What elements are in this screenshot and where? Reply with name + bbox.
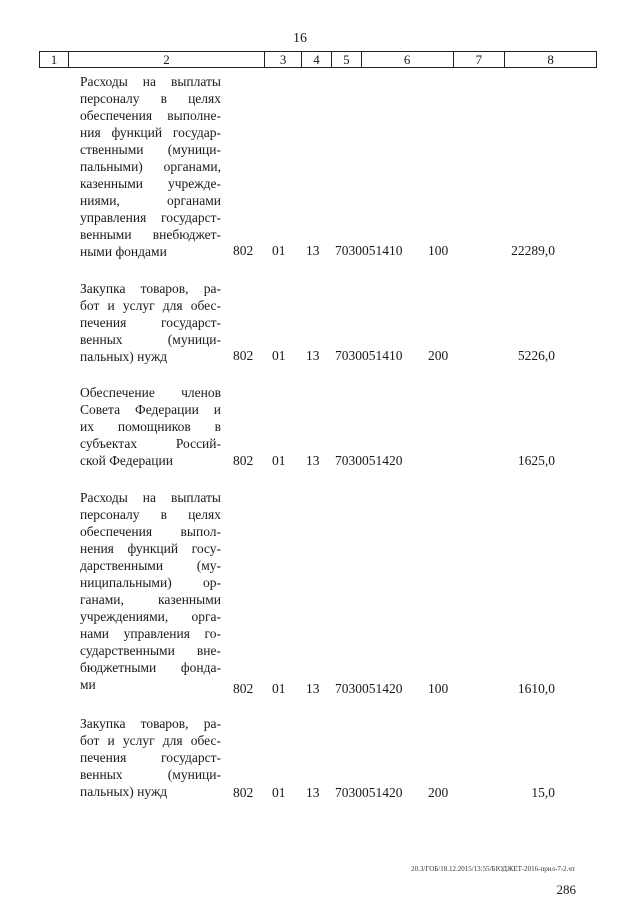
cell-pr: 13 [306, 681, 320, 696]
description-line: бюджетными фонда- [80, 660, 221, 675]
description-line: ской Федерации [80, 453, 173, 468]
header-cell-2: 2 [68, 52, 264, 67]
description-line: обеспечения выпол- [80, 524, 221, 539]
description-line: печения государст- [80, 315, 221, 330]
description-line: казенными учрежде- [80, 176, 221, 191]
description-line: венными внебюджет- [80, 227, 221, 242]
description-line: персоналу в целях [80, 91, 221, 106]
cell-pr: 13 [306, 453, 320, 468]
cell-ved: 802 [233, 243, 254, 258]
cell-csr: 7030051420 [335, 681, 403, 696]
header-cell-8: 8 [504, 52, 596, 67]
description-line: субъектах Россий- [80, 436, 221, 451]
cell-vr: 100 [428, 243, 449, 258]
header-cell-5: 5 [331, 52, 361, 67]
cell-csr: 7030051410 [335, 348, 403, 363]
description-line: Расходы на выплаты [80, 74, 221, 89]
description-line: венных (муници- [80, 332, 221, 347]
description-line: управления государст- [80, 210, 221, 225]
description-line: нами управления го- [80, 626, 221, 641]
row-description [80, 280, 221, 365]
description-line: бот и услуг для обес- [80, 298, 221, 313]
description-line: венных (муници- [80, 767, 221, 782]
description-line: ми [80, 677, 96, 692]
description-line: Расходы на выплаты [80, 490, 221, 505]
cell-vr: 200 [428, 348, 449, 363]
description-line: Обеспечение членов [80, 385, 221, 400]
row-description [80, 384, 221, 469]
description-line: сударственными вне- [80, 643, 221, 658]
cell-csr: 7030051420 [335, 453, 403, 468]
cell-sum: 22289,0 [511, 243, 555, 258]
cell-sum: 5226,0 [517, 348, 555, 363]
description-line: Закупка товаров, ра- [80, 281, 221, 296]
cell-ved: 802 [233, 785, 254, 800]
description-line: бот и услуг для обес- [80, 733, 221, 748]
description-line: пальными) органами, [80, 159, 221, 174]
description-line: ниципальными) ор- [80, 575, 221, 590]
description-line: ственными (муници- [80, 142, 221, 157]
header-cell-6: 6 [361, 52, 453, 67]
row-description [80, 715, 221, 800]
description-line: ниями, органами [80, 193, 221, 208]
cell-sum: 1610,0 [517, 681, 555, 696]
description-line: их помощников в [80, 419, 221, 434]
description-line: персоналу в целях [80, 507, 221, 522]
page-number-top: 16 [293, 31, 307, 46]
description-line: ными фондами [80, 244, 167, 259]
row-description [80, 73, 221, 260]
description-line: ганами, казенными [80, 592, 221, 607]
description-line: дарственными (му- [80, 558, 221, 573]
cell-vr: 100 [428, 681, 449, 696]
footer-file-note: 20.3/ГОБ/18.12.2015/13:55/БЮДЖЕТ-2016-прил-7-2.чт [411, 865, 575, 873]
cell-sum: 15,0 [531, 785, 555, 800]
table-header-row [39, 51, 597, 68]
cell-ved: 802 [233, 681, 254, 696]
cell-pr: 13 [306, 785, 320, 800]
description-line: нения функций госу- [80, 541, 221, 556]
row-description [80, 489, 221, 693]
cell-pr: 13 [306, 348, 320, 363]
cell-rz: 01 [272, 243, 286, 258]
header-cell-3: 3 [264, 52, 301, 67]
cell-sum: 1625,0 [517, 453, 555, 468]
cell-ved: 802 [233, 453, 254, 468]
description-line: учреждениями, орга- [80, 609, 221, 624]
description-line: пальных) нужд [80, 784, 168, 799]
cell-rz: 01 [272, 453, 286, 468]
description-line: пальных) нужд [80, 349, 168, 364]
cell-csr: 7030051420 [335, 785, 403, 800]
cell-rz: 01 [272, 348, 286, 363]
header-cell-4: 4 [301, 52, 331, 67]
description-line: обеспечения выполне- [80, 108, 221, 123]
cell-rz: 01 [272, 681, 286, 696]
cell-ved: 802 [233, 348, 254, 363]
cell-pr: 13 [306, 243, 320, 258]
cell-csr: 7030051410 [335, 243, 403, 258]
header-cell-7: 7 [453, 52, 505, 67]
page-number-bottom: 286 [556, 882, 576, 897]
cell-rz: 01 [272, 785, 286, 800]
description-line: ния функций государ- [80, 125, 221, 140]
description-line: Закупка товаров, ра- [80, 716, 221, 731]
header-cell-1: 1 [50, 52, 58, 67]
description-line: Совета Федерации и [80, 402, 221, 417]
cell-vr: 200 [428, 785, 449, 800]
description-line: печения государст- [80, 750, 221, 765]
